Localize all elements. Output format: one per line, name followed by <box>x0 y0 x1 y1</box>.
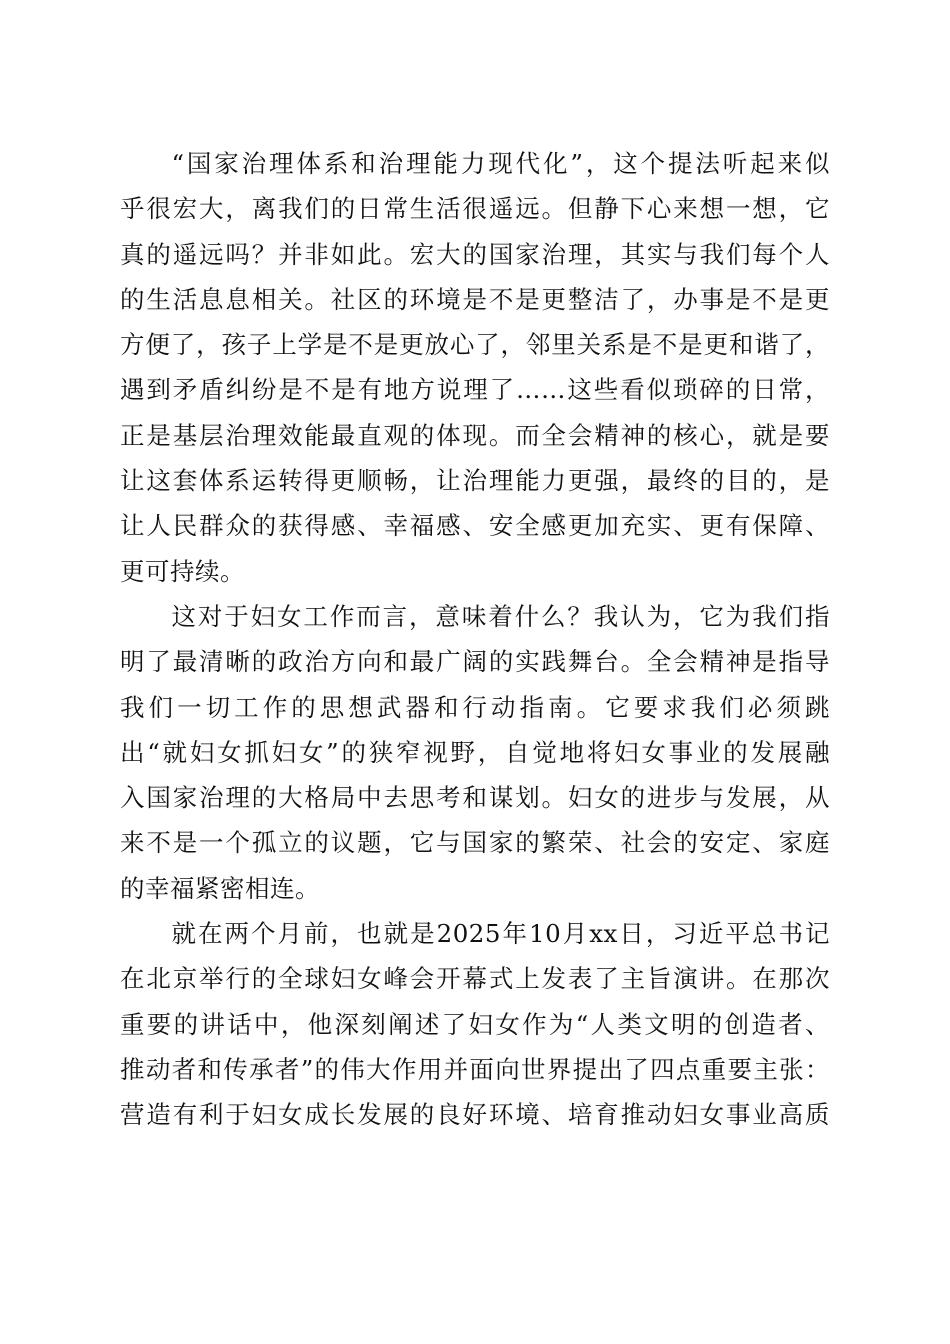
text-line: 营造有利于妇女成长发展的良好环境、培育推动妇女事业高质 <box>120 1100 830 1130</box>
text-line: 出“就妇女抓妇女”的狭窄视野，自觉地将妇女事业的发展融 <box>120 737 830 767</box>
text-line: 就在两个月前，也就是2025年10月xx日，习近平总书记 <box>171 919 830 949</box>
paragraph-1 <box>120 141 830 594</box>
text-line: 正是基层治理效能最直观的体现。而全会精神的核心，就是要 <box>120 420 830 450</box>
paragraph-2 <box>120 594 830 911</box>
text-line: 方便了，孩子上学是不是更放心了，邻里关系是不是更和谐了， <box>120 330 830 360</box>
text-line: 来不是一个孤立的议题，它与国家的繁荣、社会的安定、家庭 <box>120 828 830 858</box>
text-line: 入国家治理的大格局中去思考和谋划。妇女的进步与发展，从 <box>120 783 830 813</box>
text-line: 明了最清晰的政治方向和最广阔的实践舞台。全会精神是指导 <box>120 647 830 677</box>
text-line: 重要的讲话中，他深刻阐述了妇女作为“人类文明的创造者、 <box>120 1009 830 1039</box>
text-line: 让人民群众的获得感、幸福感、安全感更加充实、更有保障、 <box>120 511 830 541</box>
text-line: 遇到矛盾纠纷是不是有地方说理了……这些看似琐碎的日常， <box>120 375 830 405</box>
text-line: 更可持续。 <box>120 556 245 586</box>
paragraph-3 <box>120 911 830 1137</box>
text-line: 的生活息息相关。社区的环境是不是更整洁了，办事是不是更 <box>120 284 830 314</box>
text-line: 推动者和传承者”的伟大作用并面向世界提出了四点重要主张： <box>120 1054 830 1084</box>
text-line: 乎很宏大，离我们的日常生活很遥远。但静下心来想一想，它 <box>120 194 830 224</box>
text-line: 让这套体系运转得更顺畅，让治理能力更强，最终的目的，是 <box>120 466 830 496</box>
text-line: “国家治理体系和治理能力现代化”，这个提法听起来似 <box>171 149 830 178</box>
text-line: 这对于妇女工作而言，意味着什么？我认为，它为我们指 <box>171 601 830 631</box>
text-line: 我们一切工作的思想武器和行动指南。它要求我们必须跳 <box>120 692 830 722</box>
text-line: 的幸福紧密相连。 <box>120 873 320 903</box>
text-line: 真的遥远吗？并非如此。宏大的国家治理，其实与我们每个人 <box>120 239 830 269</box>
text-line: 在北京举行的全球妇女峰会开幕式上发表了主旨演讲。在那次 <box>120 964 830 994</box>
document-body <box>120 141 830 1138</box>
